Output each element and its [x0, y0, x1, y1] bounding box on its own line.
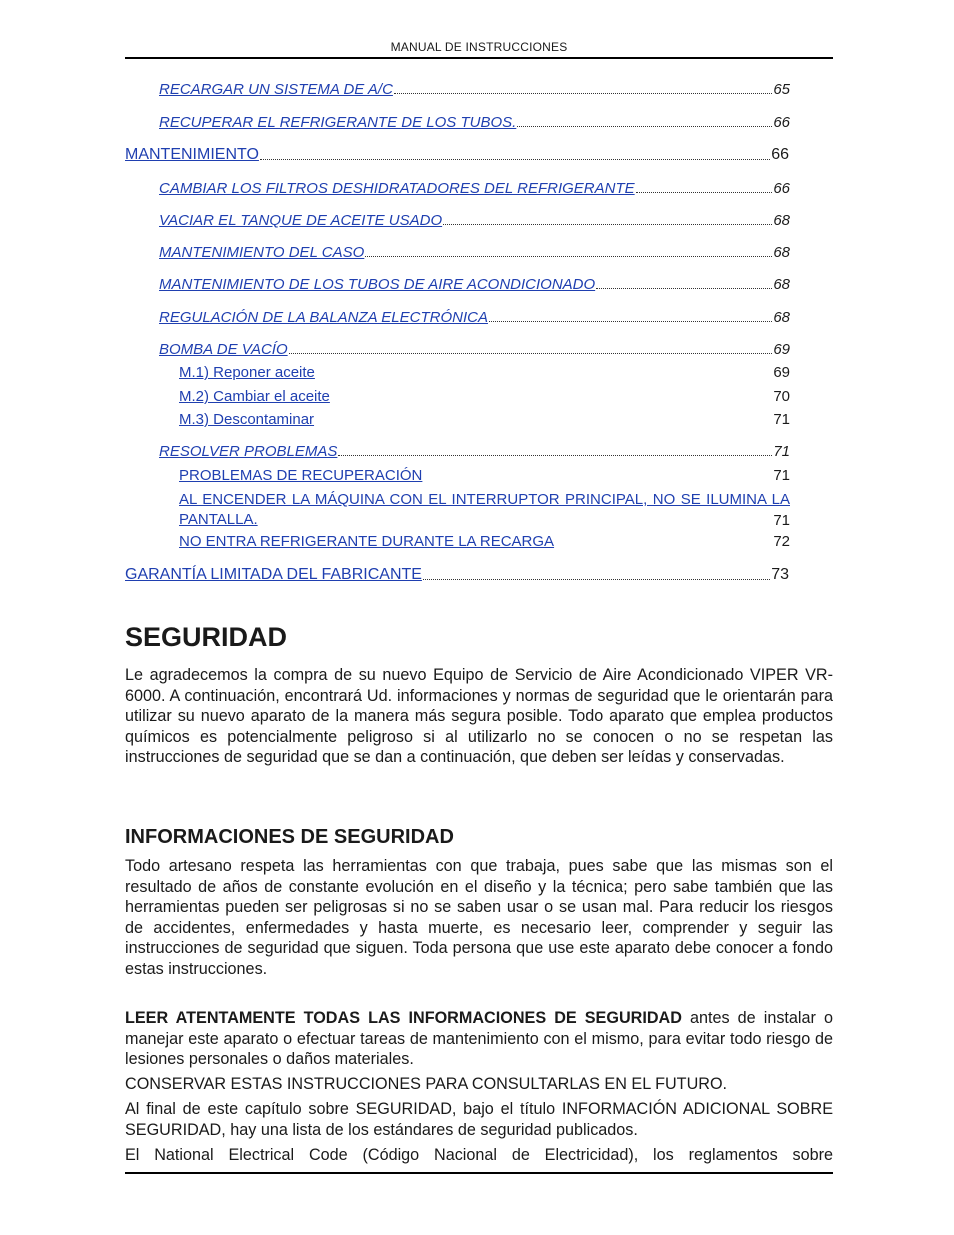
toc-entry-link[interactable]: PROBLEMAS DE RECUPERACIÓN [179, 467, 423, 484]
toc-page-number: 71 [773, 443, 790, 460]
toc-page-number: 68 [773, 212, 790, 229]
toc-entry[interactable] [125, 146, 789, 164]
toc-entry-link[interactable]: REGULACIÓN DE LA BALANZA ELECTRÓNICA [159, 309, 488, 326]
subsection-title: INFORMACIONES DE SEGURIDAD [125, 826, 454, 848]
toc-page-number: 66 [771, 146, 789, 163]
toc-entry-link[interactable]: M.3) Descontaminar [179, 411, 315, 428]
toc-page-number: 70 [773, 388, 790, 405]
toc-page-number: 68 [773, 309, 790, 326]
intro-paragraph: Le agradecemos la compra de su nuevo Equipo de Servicio de Aire Acondicionado VIPER VR-6000. A continuación, encontrará Ud. informaciones y normas de seguridad que le orientarán para utilizar su nuevo aparato de la manera más segura posible. Todo aparato que emplea productos químicos es potencialmente peligroso si al utilizarlo no se conocen o no se respetan las instrucciones de seguridad que se dan a continuación, que deben ser leídas y conservadas. [125, 666, 833, 766]
toc-entry[interactable] [159, 309, 790, 326]
section-title: SEGURIDAD [125, 622, 288, 652]
additional-info-paragraph: Al final de este capítulo sobre SEGURIDAD, bajo el título INFORMACIÓN ADICIONAL SOBRE SEGURIDAD, hay una lista de los estándares de seguridad publicados. [125, 1100, 833, 1139]
toc-leader [596, 287, 772, 289]
toc-leader [443, 223, 772, 225]
warning-paragraph [125, 1008, 833, 1070]
toc-entry[interactable] [179, 411, 790, 428]
toc-entry-link[interactable]: CAMBIAR LOS FILTROS DESHIDRATADORES DEL REFRIGERANTE [159, 180, 635, 197]
toc-entry[interactable] [159, 114, 790, 131]
toc-leader [365, 255, 772, 257]
toc-leader [423, 578, 770, 580]
toc-entry[interactable] [159, 244, 790, 261]
keep-instructions-paragraph: CONSERVAR ESTAS INSTRUCCIONES PARA CONSULTARLAS EN EL FUTURO. [125, 1075, 728, 1093]
toc-entry-link[interactable]: GARANTÍA LIMITADA DEL FABRICANTE [125, 566, 422, 583]
toc-page-number: 68 [773, 244, 790, 261]
toc-page-number: 65 [773, 81, 790, 98]
toc-page-number: 73 [771, 566, 789, 583]
code-paragraph: El National Electrical Code (Código Nacional de Electricidad), los reglamentos sobre [125, 1146, 833, 1164]
toc-leader [338, 454, 772, 456]
toc-leader [260, 158, 770, 160]
toc-entry-link[interactable]: MANTENIMIENTO DEL CASO [159, 244, 365, 261]
page-header: MANUAL DE INSTRUCCIONES [390, 40, 568, 54]
toc-entry[interactable] [125, 566, 789, 584]
footer-rule [125, 1172, 833, 1174]
toc-page-number: 71 [773, 467, 790, 484]
header-rule [125, 57, 833, 59]
toc-entry[interactable] [159, 443, 790, 460]
toc-leader [636, 191, 773, 193]
toc-entry-link[interactable]: RESOLVER PROBLEMAS [159, 443, 338, 460]
toc-page-number: 66 [773, 114, 790, 131]
toc-entry[interactable] [179, 467, 790, 484]
body-paragraph: Todo artesano respeta las herramientas con que trabaja, pues sabe que las mismas son el resultado de años de constante evolución en el diseño y la técnica; pero sabe también que las herramientas pueden ser peligrosas si no se saben usar o se usan mal. Para reducir los riesgos de accidentes, enfermedades y hasta muerte, es necesario leer, comprender y seguir las instrucciones de seguridad que siguen. Toda persona que use este aparato debe conocer a fondo estas instrucciones. [125, 857, 833, 978]
toc-entry-link[interactable]: M.2) Cambiar el aceite [179, 388, 330, 405]
warning-text: antes de instalar o manejar este aparato o efectuar tareas de mantenimiento con el mismo, para evitar todo riesgo de lesiones personales o daños materiales. [125, 1009, 833, 1068]
toc-page-number: 71 [773, 512, 790, 529]
toc-entry-link[interactable]: VACIAR EL TANQUE DE ACEITE USADO [159, 212, 443, 229]
toc-entry[interactable] [179, 364, 790, 381]
toc-leader [489, 320, 772, 322]
toc-entry[interactable] [159, 276, 790, 293]
toc-page-number: 71 [773, 411, 790, 428]
toc-page-number: 66 [773, 180, 790, 197]
toc-entry-link[interactable]: M.1) Reponer aceite [179, 364, 315, 381]
toc-entry[interactable] [159, 180, 790, 197]
toc-entry[interactable] [179, 533, 790, 550]
toc-entry-link[interactable]: MANTENIMIENTO DE LOS TUBOS DE AIRE ACONDICIONADO [159, 276, 596, 293]
toc-entry[interactable] [159, 81, 790, 98]
toc-page-number: 72 [773, 533, 790, 550]
toc-entry-link[interactable]: MANTENIMIENTO [125, 146, 259, 163]
toc-entry-link[interactable]: RECARGAR UN SISTEMA DE A/C [159, 81, 393, 98]
toc-entry-link[interactable]: AL ENCENDER LA MÁQUINA CON EL INTERRUPTOR PRINCIPAL, NO SE ILUMINA LA PANTALLA. [179, 491, 790, 528]
toc-entry-link[interactable]: NO ENTRA REFRIGERANTE DURANTE LA RECARGA [179, 533, 555, 550]
toc-leader [517, 125, 772, 127]
toc-page-number: 69 [773, 364, 790, 381]
toc-page-number: 68 [773, 276, 790, 293]
toc-entry-link[interactable]: BOMBA DE VACÍO [159, 341, 288, 358]
toc-entry[interactable] [179, 490, 790, 529]
toc-leader [289, 352, 773, 354]
toc-leader [394, 92, 772, 94]
toc-entry[interactable] [159, 341, 790, 358]
toc-page-number: 69 [773, 341, 790, 358]
warning-lead: LEER ATENTAMENTE TODAS LAS INFORMACIONES DE SEGURIDAD [125, 1009, 682, 1027]
toc-entry[interactable] [159, 212, 790, 229]
toc-entry-link[interactable]: RECUPERAR EL REFRIGERANTE DE LOS TUBOS. [159, 114, 517, 131]
toc-entry[interactable] [179, 388, 790, 405]
